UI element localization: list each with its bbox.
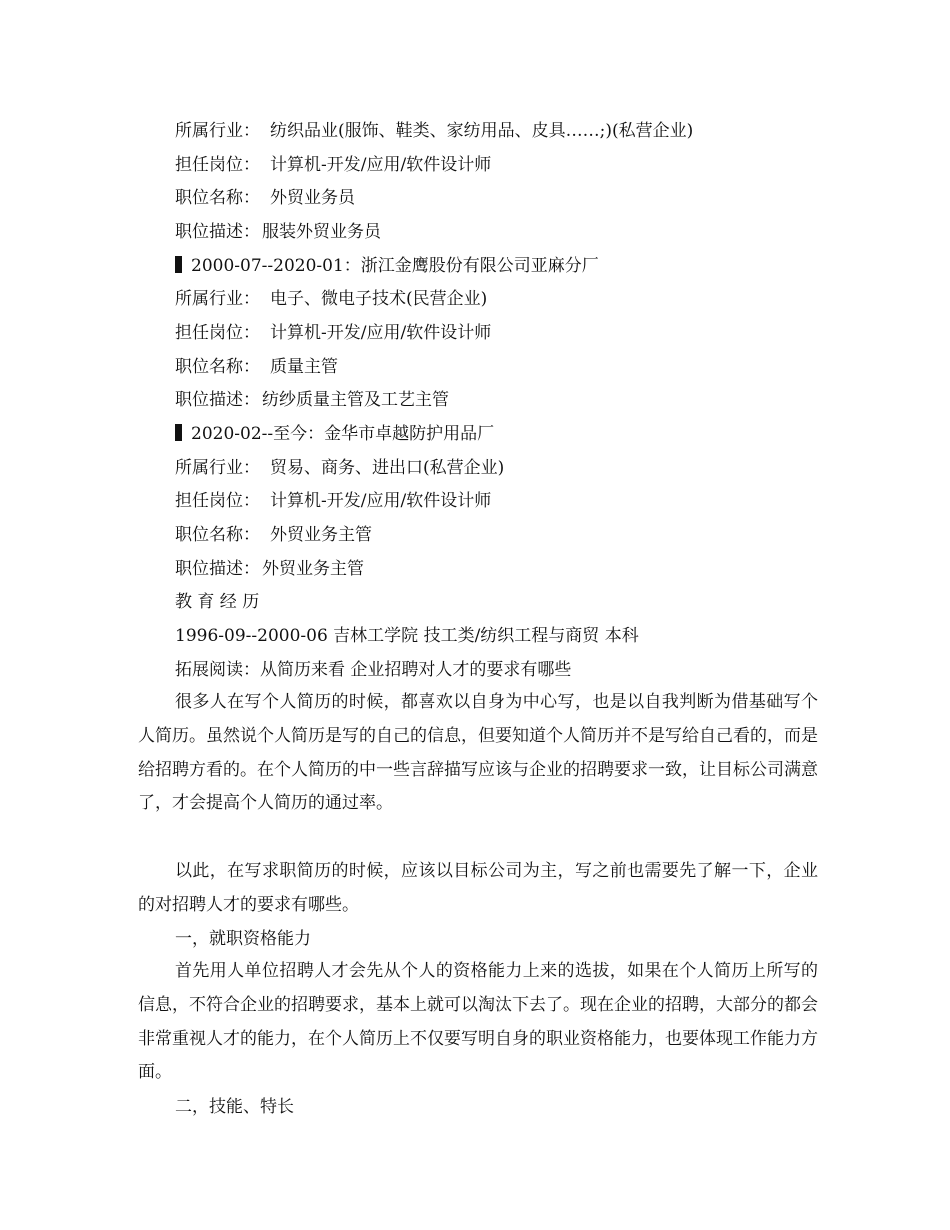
job3-title [175, 525, 372, 545]
post-label: 担任岗位： [175, 323, 260, 343]
title-label: 职位名称： [175, 525, 260, 545]
post-value: 计算机-开发/应用/软件设计师 [270, 155, 492, 175]
industry-label: 所属行业： [175, 289, 260, 309]
desc-label: 职位描述： [175, 222, 260, 242]
desc-label: 职位描述： [175, 390, 260, 410]
title-label: 职位名称： [175, 357, 260, 377]
post-value: 计算机-开发/应用/软件设计师 [270, 491, 492, 511]
education-entry: 1996-09--2000-06 吉林工学院 技工类/纺织工程与商贸 本科 [175, 626, 639, 646]
job1-post [175, 155, 491, 175]
job2-desc [175, 390, 449, 410]
job-header-text: 2000-07--2020-01：浙江金鹰股份有限公司亚麻分厂 [191, 256, 599, 276]
job-header-text: 2020-02--至今：金华市卓越防护用品厂 [191, 424, 495, 444]
job1-title [175, 188, 355, 208]
desc-value: 纺纱质量主管及工艺主管 [262, 390, 449, 410]
bullet-icon [175, 424, 182, 441]
job3-post [175, 491, 491, 511]
extended-reading: 拓展阅读：从简历来看 企业招聘对人才的要求有哪些 [175, 660, 572, 680]
section-heading-1: 一，就职资格能力 [175, 929, 311, 949]
industry-label: 所属行业： [175, 121, 260, 141]
job2-post [175, 323, 491, 343]
education-heading: 教 育 经 历 [175, 592, 260, 612]
post-label: 担任岗位： [175, 491, 260, 511]
job2-header [175, 256, 599, 276]
article-paragraph-3: 首先用人单位招聘人才会先从个人的资格能力上来的选拔，如果在个人简历上所写的信息，不符合企业的招聘要求，基本上就可以淘汰下去了。现在企业的招聘，大部分的都会非常重视人才的能力，在个人简历上不仅要写明自身的职业资格能力，也要体现工作能力方面。 [138, 961, 818, 1083]
desc-value: 外贸业务主管 [262, 559, 364, 579]
job2-industry [175, 289, 487, 309]
title-label: 职位名称： [175, 188, 260, 208]
job1-desc [175, 222, 381, 242]
desc-label: 职位描述： [175, 559, 260, 579]
industry-label: 所属行业： [175, 458, 260, 478]
job3-header [175, 424, 494, 444]
title-value: 质量主管 [270, 357, 338, 377]
title-value: 外贸业务员 [270, 188, 355, 208]
job3-industry [175, 458, 504, 478]
section-heading-2: 二，技能、特长 [175, 1097, 294, 1117]
industry-value: 纺织品业(服饰、鞋类、家纺用品、皮具……;)(私营企业) [270, 121, 694, 141]
post-label: 担任岗位： [175, 155, 260, 175]
job3-desc [175, 559, 364, 579]
bullet-icon [175, 256, 182, 273]
post-value: 计算机-开发/应用/软件设计师 [270, 323, 492, 343]
article-paragraph-1: 很多人在写个人简历的时候，都喜欢以自身为中心写，也是以自我判断为借基础写个人简历。虽然说个人简历是写的自己的信息，但要知道个人简历并不是写给自己看的，而是给招聘方看的。在个人简历的中一些言辞描写应该与企业的招聘要求一致，让目标公司满意了，才会提高个人简历的通过率。 [138, 692, 818, 814]
title-value: 外贸业务主管 [270, 525, 372, 545]
industry-value: 贸易、商务、进出口(私营企业) [270, 458, 505, 478]
article-paragraph-2: 以此，在写求职简历的时候，应该以目标公司为主，写之前也需要先了解一下，企业的对招聘人才的要求有哪些。 [138, 861, 818, 915]
industry-value: 电子、微电子技术(民营企业) [270, 289, 488, 309]
desc-value: 服装外贸业务员 [262, 222, 381, 242]
job1-industry [175, 121, 693, 141]
job2-title [175, 357, 338, 377]
